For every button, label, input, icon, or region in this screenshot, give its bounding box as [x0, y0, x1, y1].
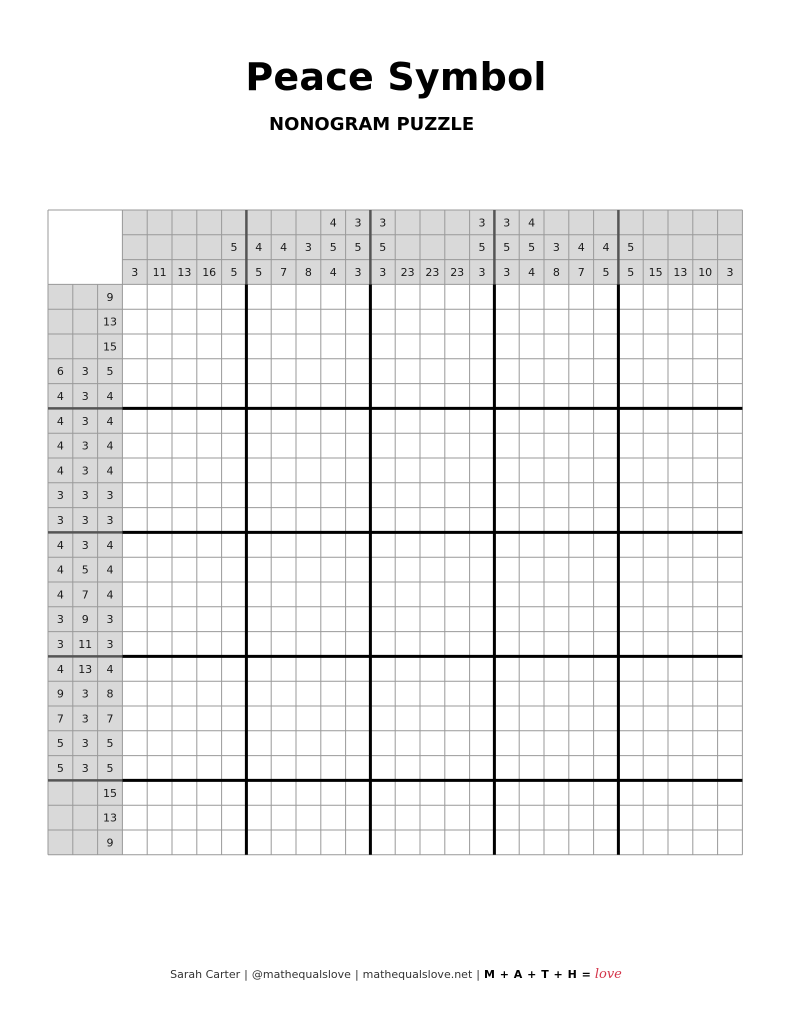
footer-separator: |	[354, 968, 359, 981]
row-clue-number: 13	[78, 662, 93, 676]
footer-separator: |	[244, 968, 248, 981]
row-clue-number: 3	[106, 613, 114, 627]
column-clue-number: 5	[627, 241, 635, 255]
page-title: Peace Symbol	[245, 55, 547, 99]
row-clue-number: 5	[56, 737, 64, 751]
column-clue-number: 5	[230, 266, 238, 279]
column-clue-number: 7	[577, 266, 585, 279]
row-clue-number: 5	[81, 563, 89, 577]
row-clue-number: 8	[106, 687, 114, 701]
row-clue-number: 9	[106, 290, 114, 304]
column-clue-number: 3	[354, 266, 362, 279]
row-clue-number: 4	[56, 439, 64, 453]
row-clue-number: 3	[81, 514, 89, 527]
row-clue-number: 3	[81, 464, 89, 478]
column-clue-number: 3	[379, 266, 387, 279]
row-clue-number: 5	[106, 762, 114, 775]
column-clue-number: 4	[528, 216, 536, 230]
column-clue-number: 13	[177, 266, 192, 279]
row-clue-number: 3	[81, 538, 89, 552]
column-clue-number: 3	[304, 241, 312, 255]
column-clue-number: 11	[152, 266, 167, 279]
column-clue-number: 3	[379, 216, 387, 230]
column-clue-number: 4	[602, 241, 610, 255]
column-clue-number: 5	[503, 241, 511, 255]
column-clue-number: 3	[552, 241, 560, 255]
column-clue-number: 13	[673, 266, 688, 279]
row-clue-number: 4	[106, 588, 114, 602]
row-clue-number: 9	[106, 836, 114, 850]
row-clue-number: 4	[106, 662, 114, 676]
row-clue-number: 4	[106, 464, 114, 478]
column-clue-number: 4	[329, 216, 337, 230]
row-clue-number: 4	[56, 414, 64, 428]
column-clue-number: 23	[450, 266, 465, 279]
column-clue-number: 5	[478, 241, 486, 255]
row-clue-number: 3	[106, 489, 114, 503]
row-clue-number: 3	[81, 762, 89, 775]
row-clue-number: 15	[103, 340, 117, 354]
row-clue-number: 3	[81, 489, 89, 503]
column-clue-number: 7	[280, 266, 288, 279]
row-clue-number: 9	[81, 613, 89, 627]
row-clue-number: 4	[56, 662, 64, 676]
row-clue-number: 3	[81, 439, 89, 453]
row-clue-number: 3	[106, 514, 114, 527]
footer-website: mathequalslove.net	[362, 968, 473, 981]
column-clue-number: 3	[503, 266, 511, 279]
row-clue-number: 4	[106, 538, 114, 552]
row-clue-number: 6	[56, 365, 64, 379]
row-clue-number: 5	[106, 365, 114, 379]
column-clue-number: 3	[478, 266, 486, 279]
footer	[0, 967, 792, 982]
column-clue-number: 3	[503, 216, 511, 230]
column-clue-number: 4	[528, 266, 536, 279]
row-clue-number: 9	[56, 687, 64, 701]
row-clue-number: 4	[56, 390, 64, 403]
row-clue-number: 3	[81, 390, 89, 403]
column-clue-number: 16	[202, 266, 217, 279]
row-clue-number: 3	[81, 737, 89, 751]
column-clue-number: 4	[255, 241, 263, 255]
row-clue-number: 3	[56, 514, 64, 527]
row-clue-number: 13	[103, 811, 117, 825]
column-clue-number: 4	[280, 241, 288, 255]
footer-author: Sarah Carter	[170, 968, 241, 981]
column-clue-number: 5	[528, 241, 536, 255]
column-clue-number: 3	[726, 266, 734, 279]
column-clue-number: 5	[255, 266, 263, 279]
column-clue-number: 3	[131, 266, 139, 279]
row-clue-number: 4	[106, 414, 114, 428]
row-clue-number: 15	[103, 786, 117, 800]
row-clue-number: 4	[106, 439, 114, 453]
row-clue-number: 4	[56, 464, 64, 478]
row-clue-number: 4	[56, 538, 64, 552]
column-clue-number: 5	[379, 241, 387, 255]
row-clue-number: 4	[106, 563, 114, 577]
row-clue-number: 3	[81, 414, 89, 428]
row-clue-number: 4	[56, 588, 64, 602]
row-clue-number: 3	[81, 687, 89, 701]
column-clue-number: 15	[648, 266, 663, 279]
footer-separator: |	[476, 968, 480, 981]
column-clue-number: 5	[602, 266, 610, 279]
column-clue-number: 5	[627, 266, 635, 279]
row-clue-number: 3	[56, 638, 64, 651]
column-clue-number: 23	[425, 266, 440, 279]
row-clue-number: 7	[81, 588, 89, 602]
row-clue-number: 5	[106, 737, 114, 751]
column-clue-number: 3	[478, 216, 486, 230]
row-clue-number: 3	[81, 712, 89, 726]
column-clue-number: 10	[698, 266, 713, 279]
row-clue-number: 5	[56, 762, 64, 775]
column-clue-number: 4	[577, 241, 585, 255]
footer-brand: M + A + T + H =	[483, 968, 592, 981]
column-clue-number: 5	[354, 241, 362, 255]
column-clue-number: 5	[230, 241, 238, 255]
column-clue-number: 23	[400, 266, 415, 279]
column-clue-number: 5	[329, 241, 337, 255]
row-clue-number: 7	[106, 712, 114, 726]
column-clue-number: 8	[304, 266, 312, 279]
column-clue-number: 4	[329, 266, 337, 279]
row-clue-number: 3	[56, 489, 64, 503]
column-clue-number: 3	[354, 216, 362, 230]
row-clue-number: 7	[56, 712, 64, 726]
row-clue-number: 3	[81, 365, 89, 379]
row-clue-number: 4	[56, 563, 64, 577]
row-clue-number: 3	[56, 613, 64, 627]
row-clue-number: 11	[78, 638, 93, 651]
footer-handle: @mathequalslove	[251, 968, 351, 981]
row-clue-number: 13	[103, 315, 117, 329]
page-subtitle: NONOGRAM PUZZLE	[269, 114, 475, 135]
column-clue-number: 8	[552, 266, 560, 279]
row-clue-number: 4	[106, 390, 114, 403]
row-clue-number: 3	[106, 638, 114, 651]
footer-brand-love: love	[594, 967, 622, 982]
